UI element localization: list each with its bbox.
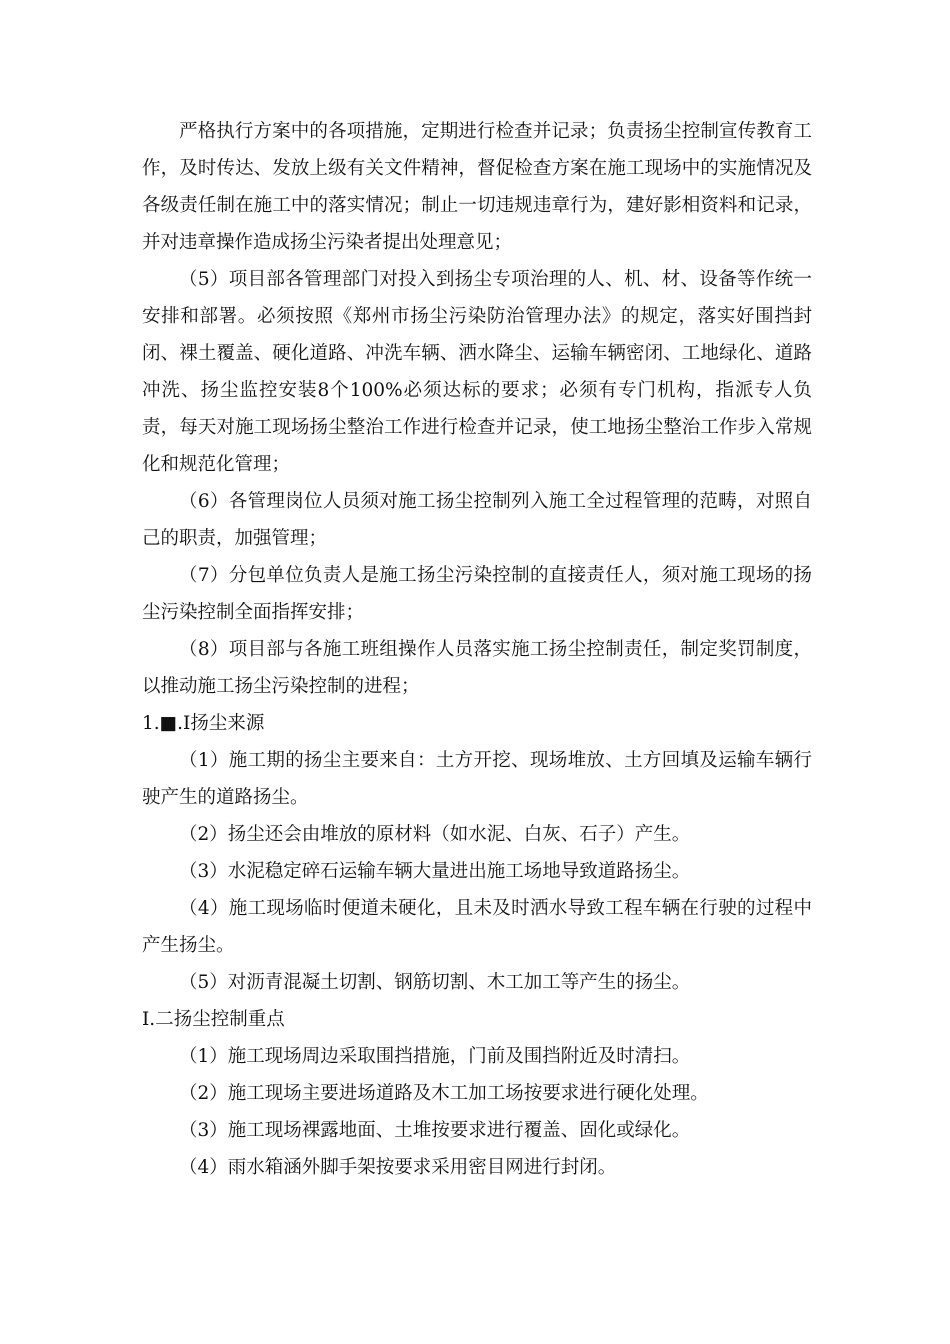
paragraph-item-8: （8）项目部与各施工班组操作人员落实施工扬尘控制责任，制定奖罚制度，以推动施工扬尘污染控制的进程； (142, 639, 812, 697)
dust-source-item-1: （1）施工期的扬尘主要来自：土方开挖、现场堆放、土方回填及运输车辆行驶产生的道路扬尘。 (142, 750, 812, 808)
dust-source-item-3: （3）水泥稳定碎石运输车辆大量进出施工场地导致道路扬尘。 (179, 861, 691, 882)
control-point-item-2: （2）施工现场主要进场道路及木工加工场按要求进行硬化处理。 (179, 1083, 709, 1104)
section-heading-dust-sources: 1.■.I扬尘来源 (142, 713, 265, 734)
dust-source-item-5: （5）对沥青混凝土切割、钢筋切割、木工加工等产生的扬尘。 (179, 972, 691, 993)
dust-source-item-4: （4）施工现场临时便道未硬化，且未及时洒水导致工程车辆在行驶的过程中产生扬尘。 (142, 898, 812, 956)
control-point-item-1: （1）施工现场周边采取围挡措施，门前及围挡附近及时清扫。 (179, 1046, 691, 1067)
control-point-item-3: （3）施工现场裸露地面、土堆按要求进行覆盖、固化或绿化。 (179, 1120, 691, 1141)
document-body (142, 113, 812, 1186)
control-point-item-4: （4）雨水箱涵外脚手架按要求采用密目网进行封闭。 (179, 1157, 617, 1178)
paragraph-item-7: （7）分包单位负责人是施工扬尘污染控制的直接责任人，须对施工现场的扬尘污染控制全面指挥安排； (142, 565, 812, 623)
dust-source-item-2: （2）扬尘还会由堆放的原材料（如水泥、白灰、石子）产生。 (179, 824, 691, 845)
paragraph-duties: 严格执行方案中的各项措施，定期进行检查并记录；负责扬尘控制宣传教育工作，及时传达、发放上级有关文件精神，督促检查方案在施工现场中的实施情况及各级责任制在施工中的落实情况；制止一切违规违章行为，建好影相资料和记录，并对违章操作造成扬尘污染者提出处理意见； (142, 121, 812, 253)
section-heading-control-points: I.二扬尘控制重点 (142, 1009, 285, 1030)
paragraph-item-6: （6）各管理岗位人员须对施工扬尘控制列入施工全过程管理的范畴，对照自己的职责，加强管理； (142, 491, 812, 549)
paragraph-item-5: （5）项目部各管理部门对投入到扬尘专项治理的人、机、材、设备等作统一安排和部署。必须按照《郑州市扬尘污染防治管理办法》的规定，落实好围挡封闭、裸土覆盖、硬化道路、冲洗车辆、洒水降尘、运输车辆密闭、工地绿化、道路冲洗、扬尘监控安装8个100%必须达标的要求；必须有专门机构，指派专人负责，每天对施工现场扬尘整治工作进行检查并记录，使工地扬尘整治工作步入常规化和规范化管理； (142, 269, 812, 475)
